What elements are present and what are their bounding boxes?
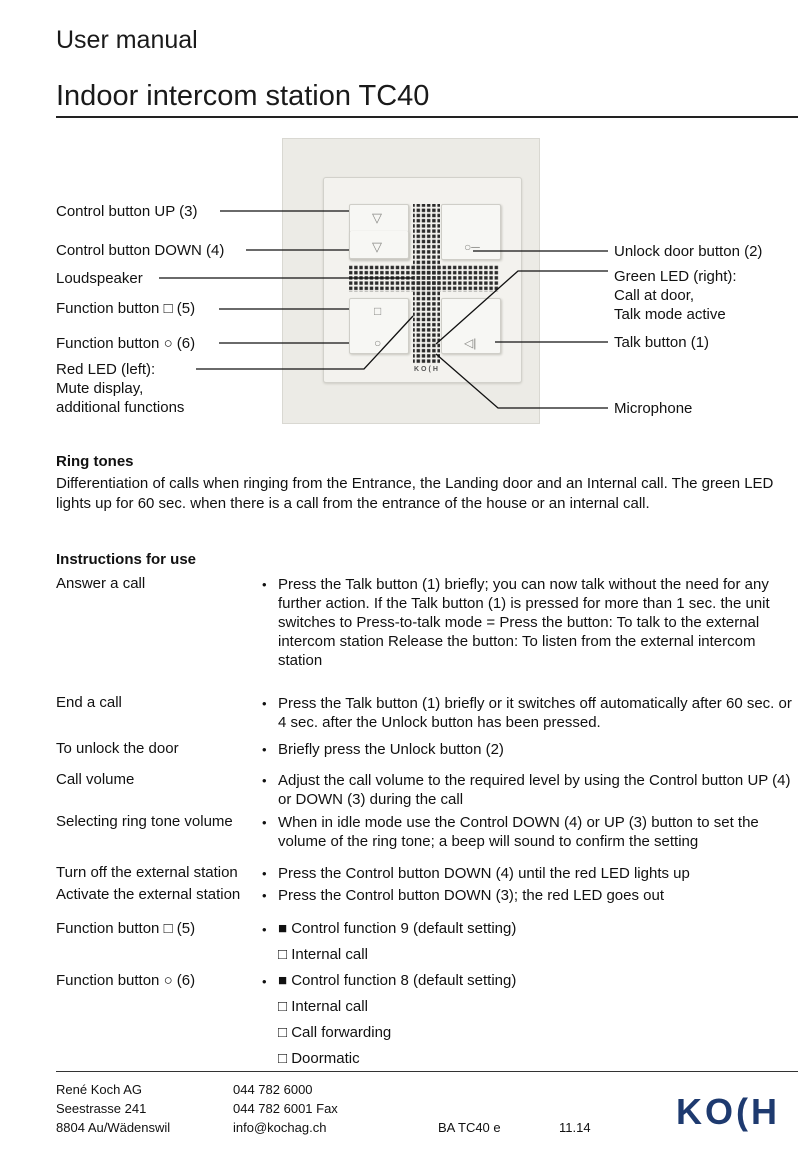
instruction-desc: Press the Talk button (1) briefly; you can now talk without the need for any further action. If the Talk button (1) is pressed for more than 1 sec. the unit switches to Press-to-talk mode = Press the button: To talk to the external intercom station Release the button: To listen from the external intercom station [278, 576, 770, 669]
circle-icon: ○ [374, 336, 382, 350]
koch-logo: KO(H [676, 1091, 780, 1132]
page-title: Indoor intercom station TC40 [56, 80, 430, 112]
footer-company-line: René Koch AG [56, 1082, 142, 1097]
green-led-line: Talk mode active [614, 306, 726, 323]
instruction-desc: Press the Control button DOWN (3); the red LED goes out [278, 887, 665, 904]
footer-company-line: Seestrasse 241 [56, 1101, 147, 1116]
callout-green-led [614, 267, 737, 324]
bullet: • [262, 773, 267, 788]
function6-option: ■ Control function 8 (default setting) [278, 972, 517, 989]
instruction-term: Turn off the external station [56, 864, 238, 881]
red-led-line: Red LED (left): [56, 361, 156, 378]
instruction-desc: Adjust the call volume to the required level by using the Control button UP (4) or DOWN (3) during the call [278, 772, 791, 808]
red-led-line: Mute display, [56, 380, 144, 397]
callout-control-down: Control button DOWN (4) [56, 242, 225, 259]
bullet: • [262, 888, 267, 903]
function6-option: □ Call forwarding [278, 1024, 392, 1041]
bullet: • [262, 866, 267, 881]
ring-tones-text: Differentiation of calls when ringing from the Entrance, the Landing door and an Internal call. The green LED lights up for 60 sec. when there is a call from the entrance of the house or an internal call. [56, 475, 774, 512]
callout-red-led [56, 360, 184, 417]
bullet: • [262, 742, 267, 757]
function5-option: ■ Control function 9 (default setting) [278, 920, 517, 937]
function6-option: □ Doormatic [278, 1050, 360, 1067]
document-type: User manual [56, 26, 198, 54]
function6-term: Function button ○ (6) [56, 972, 196, 989]
key-icon: ○─ [464, 240, 480, 254]
instruction-desc: When in idle mode use the Control DOWN (4) or UP (3) button to set the volume of the ring tone; a beep will sound to confirm the setting [278, 814, 759, 850]
callout-microphone: Microphone [614, 400, 693, 417]
square-icon: □ [374, 304, 382, 318]
bullet: • [262, 696, 267, 711]
instruction-desc: Press the Control button DOWN (4) until the red LED lights up [278, 865, 690, 882]
instruction-term: To unlock the door [56, 740, 179, 757]
instruction-term: Answer a call [56, 575, 146, 592]
instructions-heading: Instructions for use [56, 551, 197, 568]
function6-option: □ Internal call [278, 998, 368, 1015]
callout-loudspeaker: Loudspeaker [56, 270, 143, 287]
callout-control-up: Control button UP (3) [56, 203, 198, 220]
function5-option: □ Internal call [278, 946, 368, 963]
instruction-term: Selecting ring tone volume [56, 813, 233, 830]
footer-company [56, 1080, 170, 1137]
bullet: • [262, 815, 267, 830]
red-led-line: additional functions [56, 399, 185, 416]
instruction-term: Call volume [56, 771, 135, 788]
triangle-up-icon: ▽ [372, 210, 382, 225]
footer-email: info@kochag.ch [233, 1120, 327, 1135]
instruction-term: End a call [56, 694, 122, 711]
footer-contact [233, 1080, 338, 1137]
callout-talk: Talk button (1) [614, 334, 710, 351]
ring-tones-heading: Ring tones [56, 453, 134, 470]
footer-company-line: 8804 Au/Wädenswil [56, 1120, 171, 1135]
footer-doc-ref: BA TC40 e [438, 1120, 501, 1135]
footer-fax: 044 782 6001 Fax [233, 1101, 338, 1116]
callout-unlock: Unlock door button (2) [614, 243, 763, 260]
triangle-down-icon: ▽ [372, 239, 382, 254]
green-led-line: Green LED (right): [614, 268, 737, 285]
device-brand: KO(H [414, 366, 440, 373]
instruction-desc: Press the Talk button (1) briefly or it switches off automatically after 60 sec. or 4 sec. after the Unlock button has been pressed. [278, 695, 792, 731]
footer-date: 11.14 [559, 1120, 591, 1135]
speaker-icon: ◁| [464, 336, 477, 350]
footer-phone: 044 782 6000 [233, 1082, 313, 1097]
bullet: • [262, 922, 267, 937]
instruction-desc: Briefly press the Unlock button (2) [278, 741, 504, 758]
function5-term: Function button □ (5) [56, 920, 196, 937]
instruction-term: Activate the external station [56, 886, 241, 903]
bullet: • [262, 577, 267, 592]
footer-divider [56, 1071, 798, 1072]
callout-function6: Function button ○ (6) [56, 335, 196, 352]
callout-function5: Function button □ (5) [56, 300, 196, 317]
bullet: • [262, 974, 267, 989]
green-led-line: Call at door, [614, 287, 695, 304]
